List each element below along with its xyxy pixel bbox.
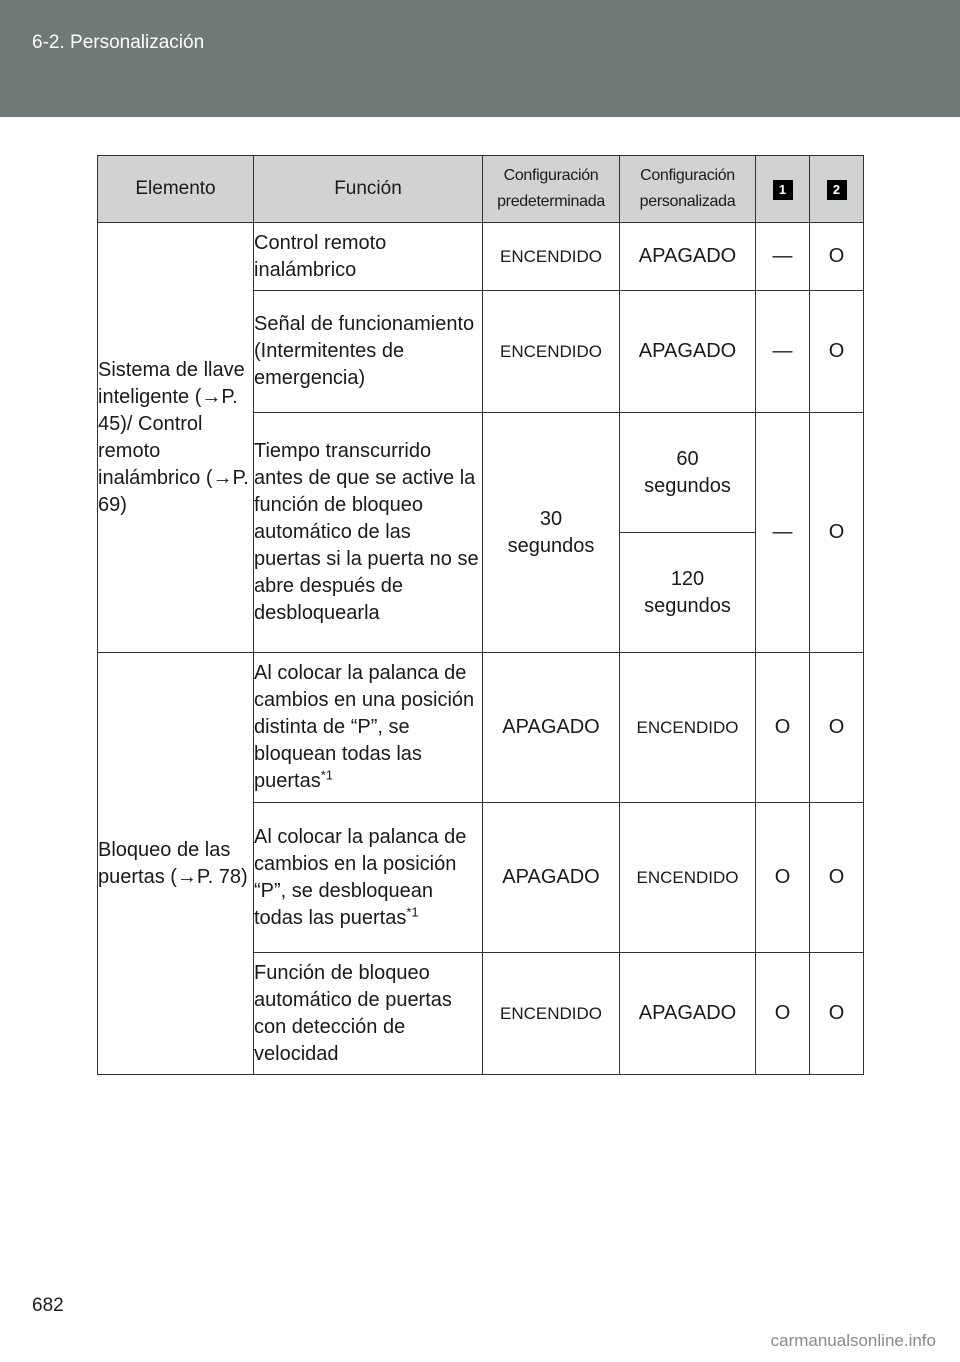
default-cell: ENCENDIDO xyxy=(483,223,620,291)
header-funcion: Función xyxy=(254,156,483,223)
section-title: 6-2. Personalización xyxy=(32,32,205,53)
function-cell: Control remoto inalámbrico xyxy=(254,223,483,291)
header-default-line2: predeterminada xyxy=(497,193,605,210)
watermark: carmanualsonline.info xyxy=(770,1331,936,1350)
header-custom-line2: personalizada xyxy=(639,193,736,210)
col1-cell: — xyxy=(756,413,810,653)
function-cell xyxy=(254,653,483,803)
custom-cell: ENCENDIDO xyxy=(620,803,756,953)
custom-cell-b: 120 segundos xyxy=(620,533,756,653)
col2-cell: O xyxy=(810,953,864,1075)
col1-cell: O xyxy=(756,953,810,1075)
header-band xyxy=(0,0,960,117)
col2-cell: O xyxy=(810,413,864,653)
function-cell: Función de bloqueo automático de puertas con detección de velocidad xyxy=(254,953,483,1075)
table-row xyxy=(98,653,864,803)
header-default-line1: Configuración xyxy=(503,167,599,184)
page-number: 682 xyxy=(32,1295,64,1316)
header-col-1 xyxy=(756,156,810,223)
footnote-marker: *1 xyxy=(320,767,334,783)
function-text: Al colocar la palanca de cambios en la posición “P”, se desbloquean todas las puertas xyxy=(254,825,467,929)
custom-cell: APAGADO xyxy=(620,953,756,1075)
badge-1: 1 xyxy=(773,180,793,200)
col1-cell: O xyxy=(756,653,810,803)
col1-cell: — xyxy=(756,291,810,413)
group-name: Bloqueo de las puertas (→P. 78) xyxy=(98,653,254,1075)
col2-cell: O xyxy=(810,653,864,803)
header-custom-line1: Configuración xyxy=(640,167,735,184)
col2-cell: O xyxy=(810,291,864,413)
col2-cell: O xyxy=(810,223,864,291)
col1-cell: — xyxy=(756,223,810,291)
default-cell: APAGADO xyxy=(483,653,620,803)
col1-cell: O xyxy=(756,803,810,953)
footnote-marker: *1 xyxy=(406,903,419,919)
custom-cell: APAGADO xyxy=(620,291,756,413)
customization-table xyxy=(97,155,864,1075)
custom-cell: ENCENDIDO xyxy=(620,653,756,803)
group-name: Sistema de llave inteligente (→P. 45)/ Control remoto inalámbrico (→P. 69) xyxy=(98,223,254,653)
default-cell: 30 segundos xyxy=(483,413,620,653)
table-row xyxy=(98,223,864,291)
default-cell: ENCENDIDO xyxy=(483,953,620,1075)
badge-2: 2 xyxy=(827,180,847,200)
function-text: Al colocar la palanca de cambios en una posición distinta de “P”, se bloquean todas las puertas xyxy=(254,662,475,792)
header-custom-setting xyxy=(620,156,756,223)
table-header-row xyxy=(98,156,864,223)
default-cell: APAGADO xyxy=(483,803,620,953)
col2-cell: O xyxy=(810,803,864,953)
custom-cell-a: 60 segundos xyxy=(620,413,756,533)
function-cell: Señal de funcionamiento (Intermitentes de emergencia) xyxy=(254,291,483,413)
function-cell: Tiempo transcurrido antes de que se active la función de bloqueo automático de las puertas si la puerta no se abre después de desbloquearla xyxy=(254,413,483,653)
function-cell xyxy=(254,803,483,953)
header-default-setting xyxy=(483,156,620,223)
header-col-2 xyxy=(810,156,864,223)
header-elemento: Elemento xyxy=(98,156,254,223)
default-cell: ENCENDIDO xyxy=(483,291,620,413)
custom-cell: APAGADO xyxy=(620,223,756,291)
